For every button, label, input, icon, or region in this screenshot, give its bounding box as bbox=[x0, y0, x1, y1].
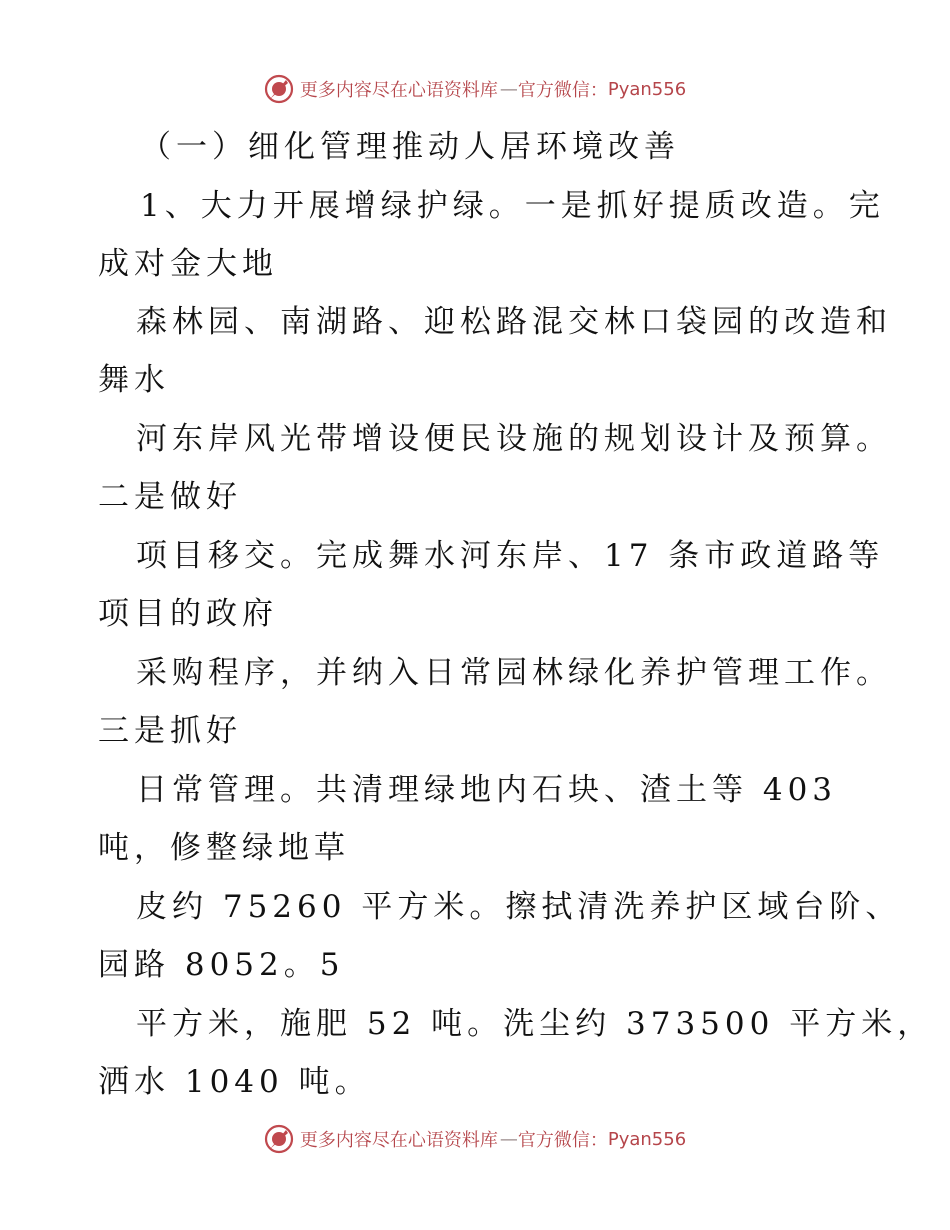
watermark-text: 更多内容尽在心语资料库 bbox=[299, 1130, 498, 1151]
watermark-separator: — bbox=[499, 78, 518, 100]
paragraph-line: 项目移交。完成舞水河东岸、17 条市政道路等 bbox=[136, 538, 885, 574]
quill-logo-icon bbox=[264, 74, 294, 104]
paragraph-line: 项目的政府 bbox=[98, 596, 278, 632]
paragraph-line: 吨，修整绿地草 bbox=[98, 830, 350, 866]
paragraph-line: 皮约 75260 平方米。擦拭清洗养护区域台阶、 bbox=[136, 889, 902, 925]
paragraph-line: 舞水 bbox=[98, 362, 170, 398]
watermark-footer bbox=[0, 1124, 950, 1154]
watermark-label: 官方微信： bbox=[517, 80, 608, 101]
watermark-separator: — bbox=[499, 1128, 518, 1150]
watermark-header bbox=[0, 74, 950, 104]
paragraph-line: 三是抓好 bbox=[98, 713, 242, 749]
section-heading: （一）细化管理推动人居环境改善 bbox=[140, 129, 680, 165]
quill-logo-icon bbox=[264, 1124, 294, 1154]
paragraph-line: 二是做好 bbox=[98, 479, 242, 515]
paragraph-line: 洒水 1040 吨。 bbox=[98, 1064, 371, 1100]
paragraph-line: 园路 8052。5 bbox=[98, 947, 345, 983]
watermark-label: 官方微信： bbox=[517, 1130, 608, 1151]
paragraph-line: 平方米，施肥 52 吨。洗尘约 373500 平方米， bbox=[136, 1006, 934, 1042]
paragraph-line: 采购程序，并纳入日常园林绿化养护管理工作。 bbox=[136, 655, 892, 691]
paragraph-line: 河东岸风光带增设便民设施的规划设计及预算。 bbox=[136, 421, 892, 457]
watermark-handle: Pyan556 bbox=[607, 1128, 687, 1150]
paragraph-line: 森林园、南湖路、迎松路混交林口袋园的改造和 bbox=[136, 304, 892, 340]
watermark-handle: Pyan556 bbox=[607, 78, 687, 100]
paragraph-line: 成对金大地 bbox=[98, 246, 278, 282]
watermark-text: 更多内容尽在心语资料库 bbox=[299, 80, 498, 101]
paragraph-line: 1、大力开展增绿护绿。一是抓好提质改造。完 bbox=[140, 188, 885, 224]
paragraph-line: 日常管理。共清理绿地内石块、渣土等 403 bbox=[136, 772, 838, 808]
